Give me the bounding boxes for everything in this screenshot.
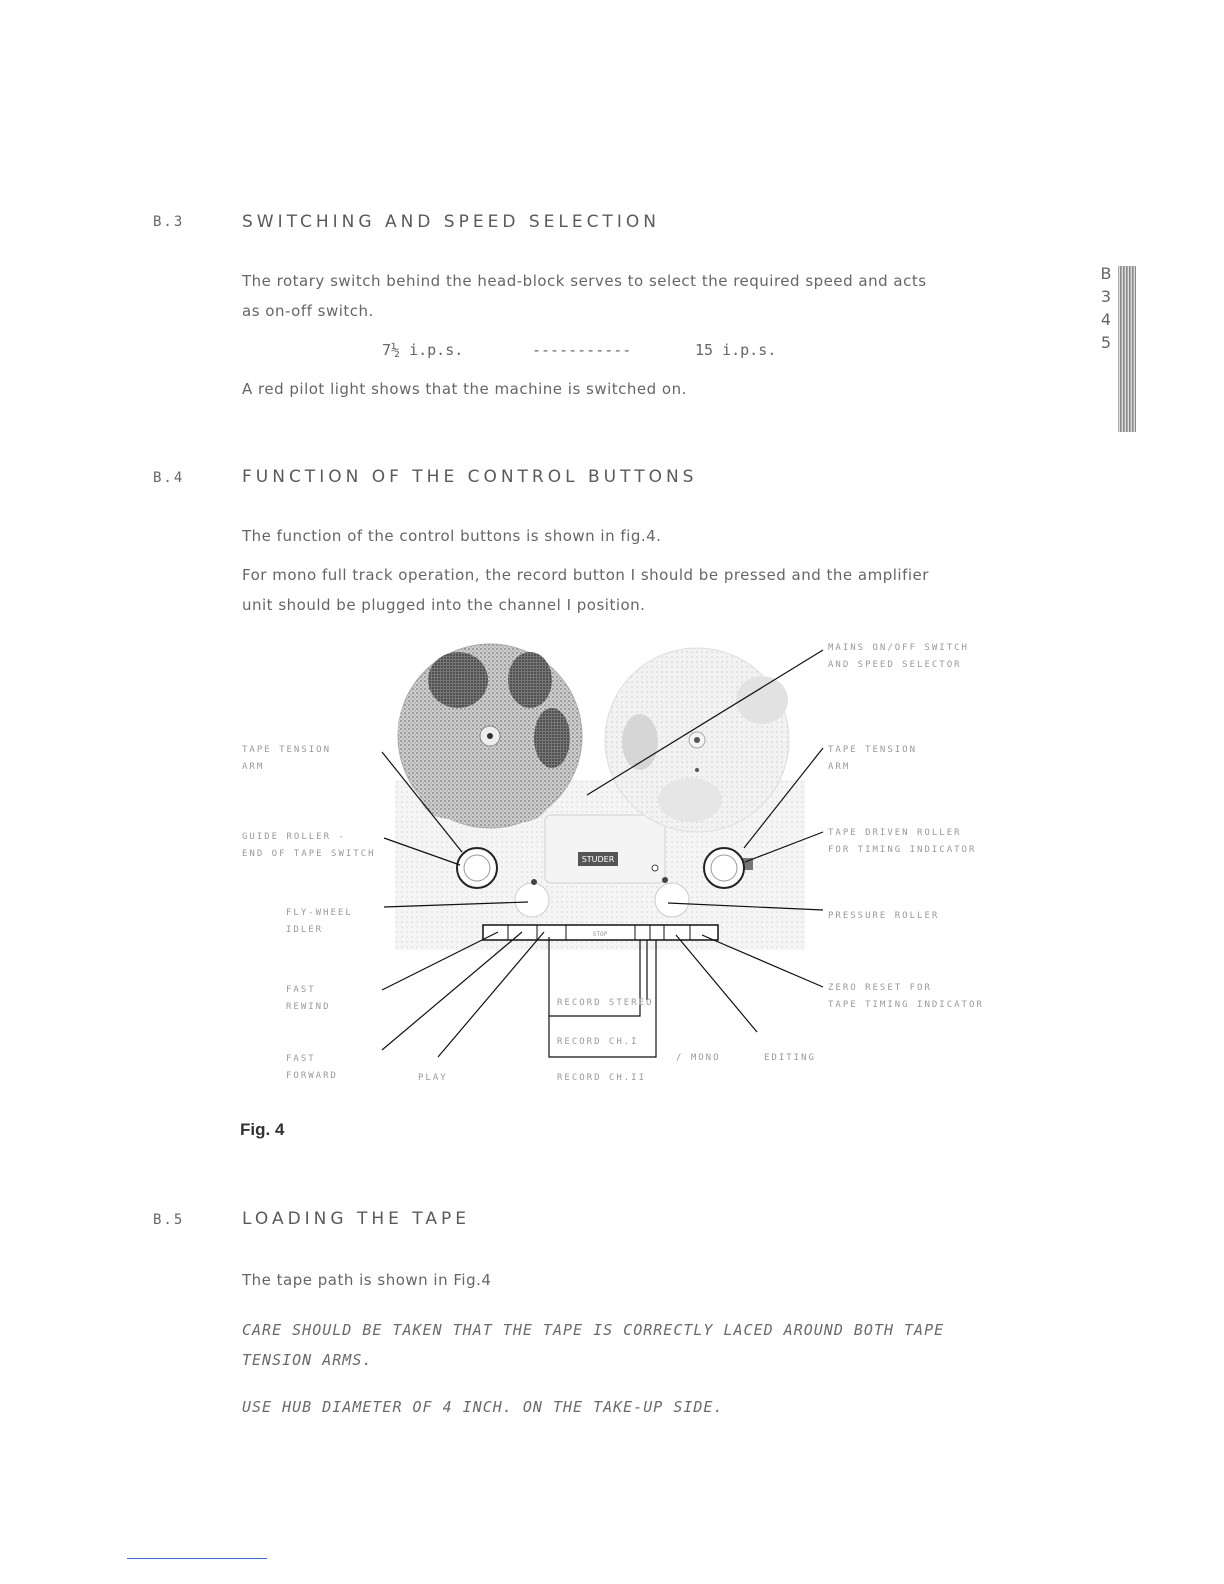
paragraph: The tape path is shown in Fig.4 (242, 1271, 492, 1289)
speed-low: 7½ i.p.s. (382, 341, 464, 359)
text-line: unit should be plugged into the channel I position. (242, 596, 646, 614)
callout-line: TAPE TENSION (828, 745, 918, 755)
section-number: B.4 (153, 470, 185, 486)
callout-line: AND SPEED SELECTOR (828, 660, 962, 670)
warning-text: USE HUB DIAMETER OF 4 INCH. ON THE TAKE-UP SIDE. (242, 1398, 724, 1416)
text-line: as on-off switch. (242, 302, 374, 320)
text-line: TENSION ARMS. (242, 1351, 373, 1369)
callout-flywheel-idler (286, 905, 353, 939)
callout-mains-switch (828, 640, 969, 674)
speed-high: 15 i.p.s. (695, 341, 777, 359)
callout-record-stereo: RECORD STEREO (557, 998, 654, 1008)
callout-line: END OF TAPE SWITCH (242, 849, 376, 859)
callout-record-ch1: RECORD CH.I (557, 1037, 639, 1047)
callout-line: MAINS ON/OFF SWITCH (828, 643, 969, 653)
callout-line: ARM (242, 762, 265, 772)
section-number: B.3 (153, 214, 185, 230)
stop-button-label: STOP (592, 931, 608, 938)
callout-line: TAPE DRIVEN ROLLER (828, 828, 962, 838)
callout-fast-forward (286, 1051, 338, 1085)
callout-line: FORWARD (286, 1071, 338, 1081)
callout-line: GUIDE ROLLER - (242, 832, 346, 842)
tape-driven-roller (704, 848, 744, 888)
callout-line: ZERO RESET FOR (828, 983, 932, 993)
flywheel-idler (515, 883, 549, 917)
figure-caption: Fig. 4 (240, 1120, 285, 1139)
callout-line: FAST (286, 1054, 316, 1064)
left-reel (398, 644, 582, 828)
text-line: The rotary switch behind the head-block serves to select the required speed and acts (242, 272, 927, 290)
callout-line: FLY-WHEEL (286, 908, 353, 918)
section-title: LOADING THE TAPE (242, 1209, 470, 1229)
text-line: CARE SHOULD BE TAKEN THAT THE TAPE IS CORRECTLY LACED AROUND BOTH TAPE (242, 1321, 945, 1339)
callout-tape-driven-roller (828, 825, 976, 859)
warning-text (242, 1315, 1062, 1375)
text-line: For mono full track operation, the record button I should be pressed and the amplifier (242, 566, 929, 584)
callout-line: IDLER (286, 925, 324, 935)
right-reel (605, 648, 789, 832)
tab-letter: 4 (1100, 310, 1112, 329)
callout-line: FAST (286, 985, 316, 995)
callout-mono: / MONO (676, 1053, 721, 1063)
callout-play: PLAY (418, 1073, 448, 1083)
callout-tape-tension-left (242, 742, 331, 776)
callout-line: REWIND (286, 1002, 331, 1012)
paragraph: The function of the control buttons is shown in fig.4. (242, 527, 662, 545)
callout-tape-tension-right (828, 742, 917, 776)
section-title: SWITCHING AND SPEED SELECTION (242, 212, 660, 232)
section-number: B.5 (153, 1212, 185, 1228)
callout-line: TAPE TENSION (242, 745, 332, 755)
speed-separator: ----------- (532, 341, 632, 359)
callout-line: ARM (828, 762, 851, 772)
callout-fast-rewind (286, 982, 331, 1016)
tab-letter: 3 (1100, 287, 1112, 306)
pressure-roller (655, 883, 689, 917)
guide-roller (457, 848, 497, 888)
callout-guide-roller (242, 829, 376, 863)
control-button-strip (483, 925, 718, 940)
callout-line: FOR TIMING INDICATOR (828, 845, 977, 855)
callout-zero-reset (828, 980, 984, 1014)
callout-editing: EDITING (764, 1053, 816, 1063)
paragraph: A red pilot light shows that the machine is switched on. (242, 380, 687, 398)
footer-rule (127, 1558, 267, 1559)
callout-record-ch2: RECORD CH.II (557, 1073, 647, 1083)
section-title: FUNCTION OF THE CONTROL BUTTONS (242, 467, 698, 487)
callout-line: TAPE TIMING INDICATOR (828, 1000, 984, 1010)
tab-letter: B (1100, 264, 1112, 283)
tab-letter: 5 (1100, 333, 1112, 352)
brand-logo: STUDER (581, 855, 615, 864)
callout-pressure-roller: PRESSURE ROLLER (828, 911, 940, 921)
